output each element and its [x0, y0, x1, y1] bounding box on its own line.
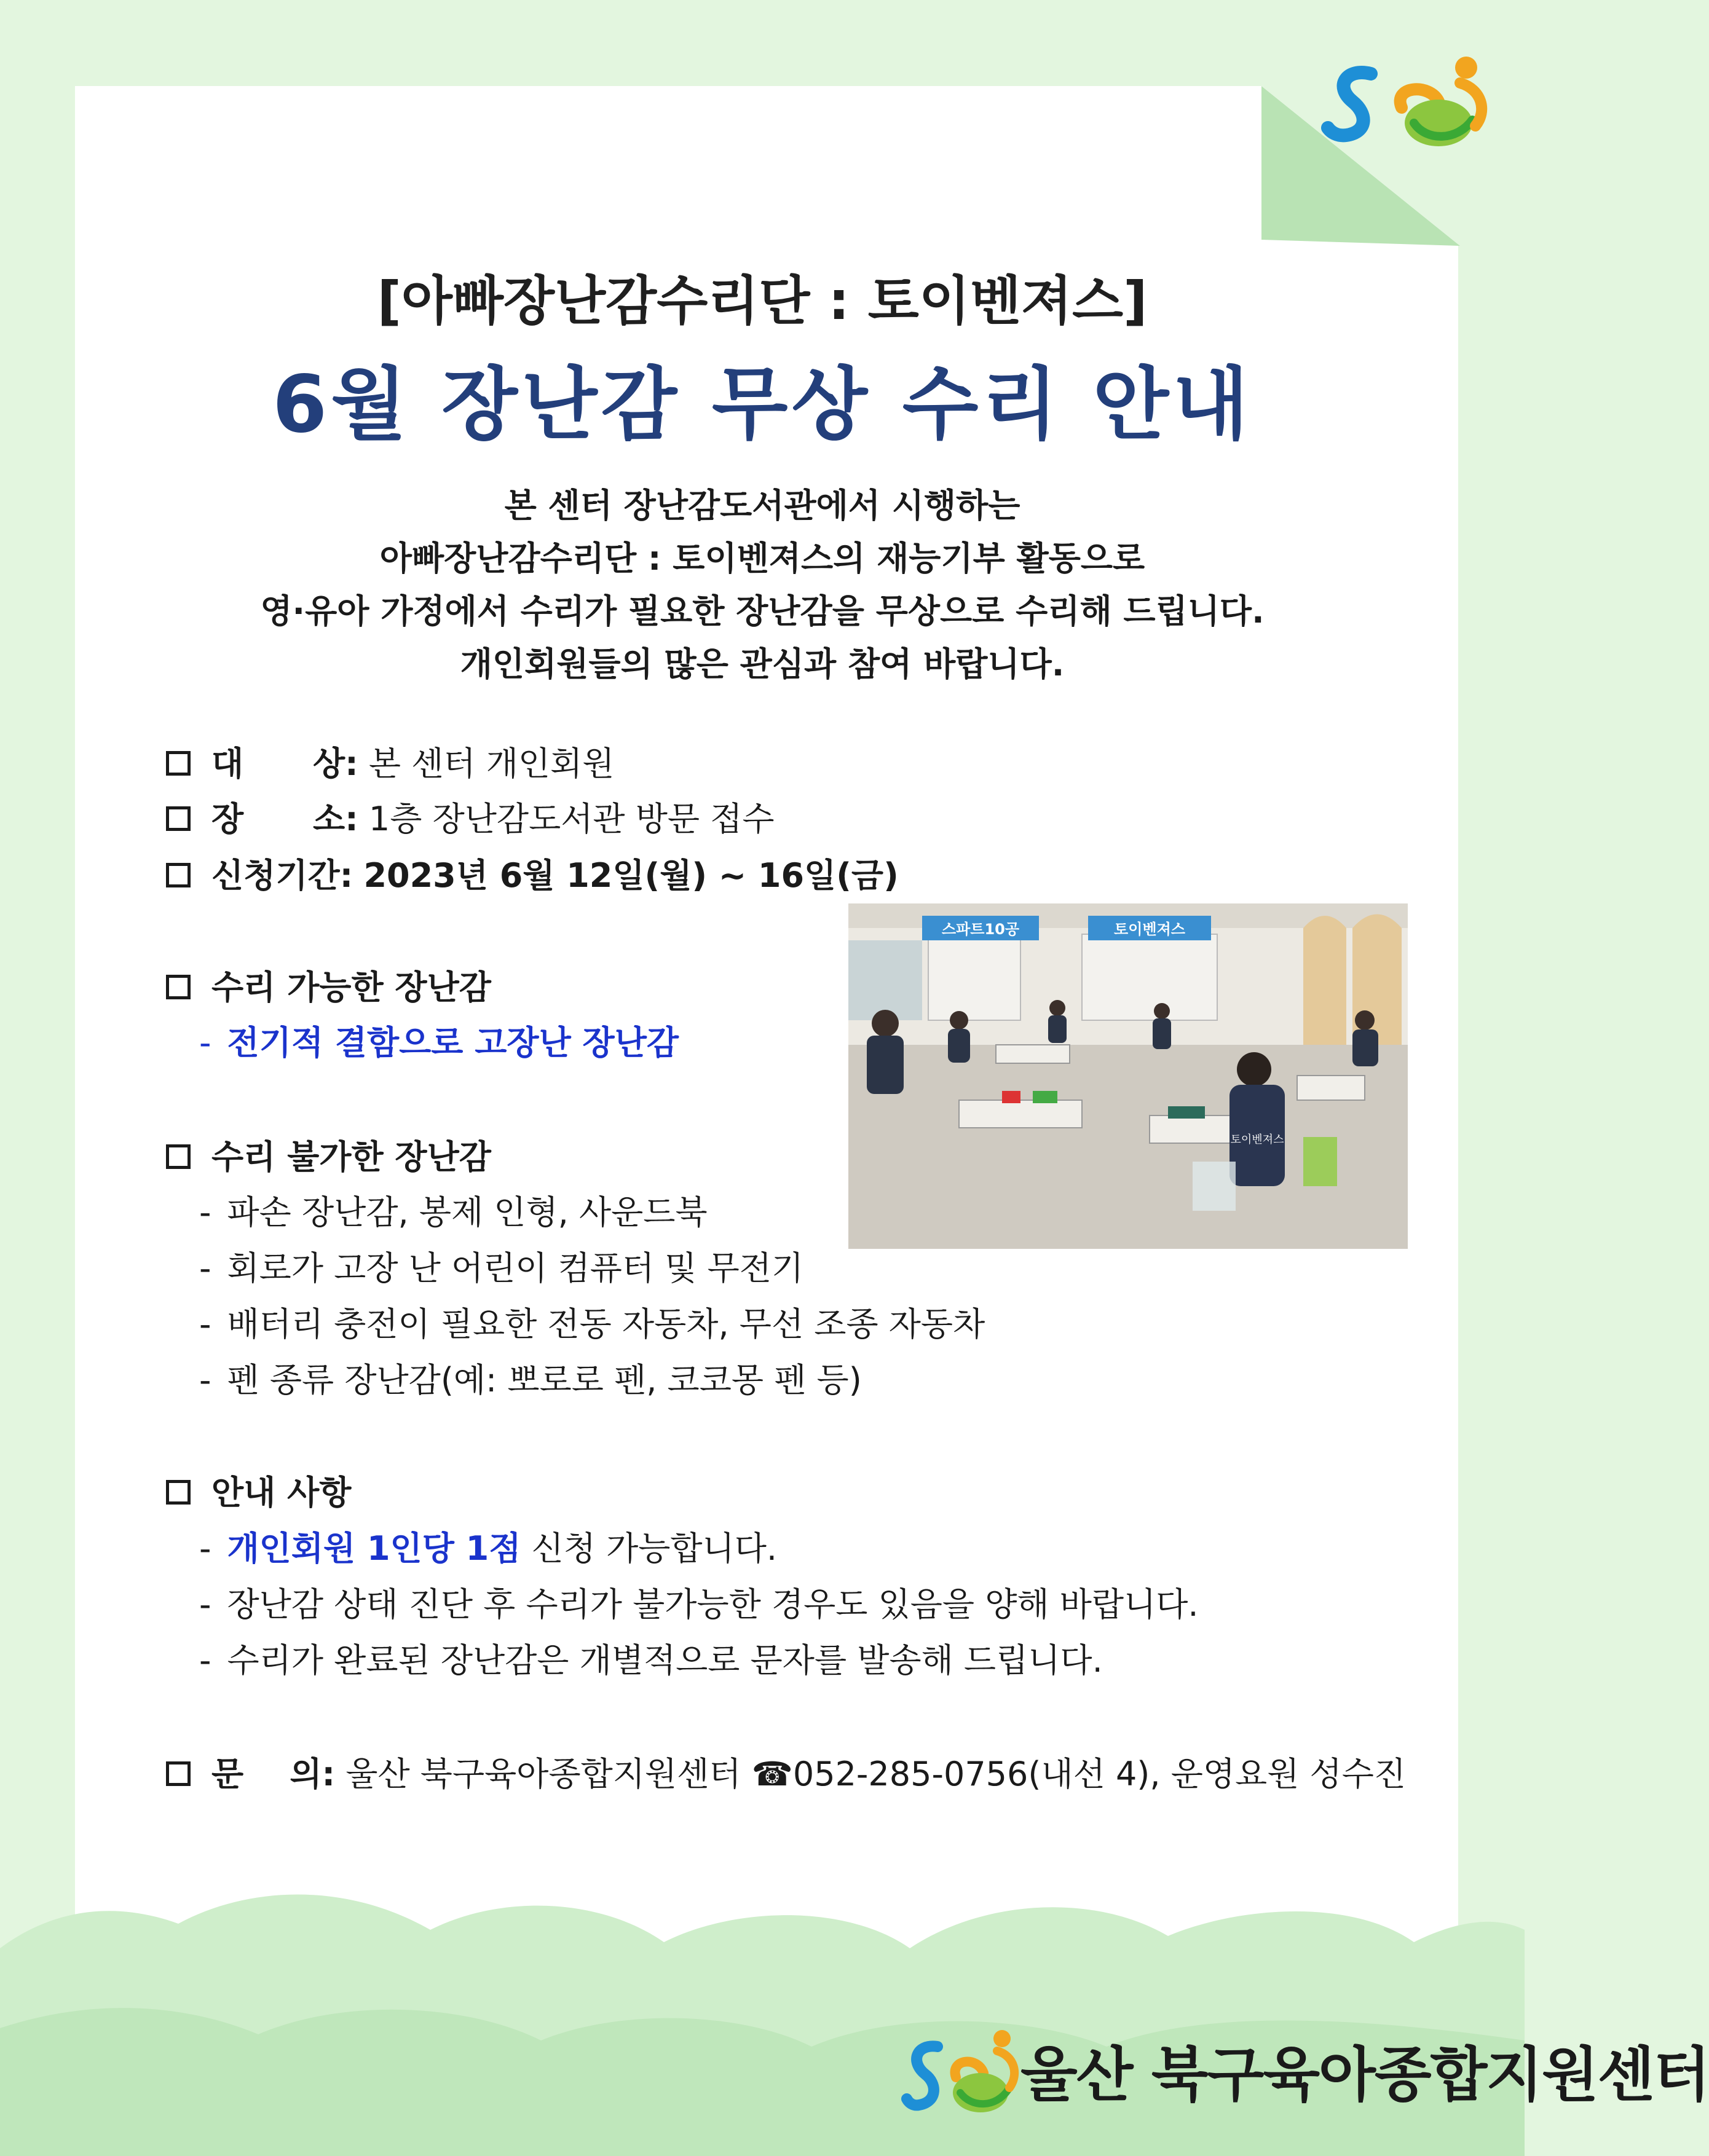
list-item: - 개인회원 1인당 1점 신청 가능합니다.: [199, 1529, 778, 1568]
not-repairable-heading: 수리 불가한 장난감: [211, 1138, 491, 1176]
intro-line: 아빠장난감수리단 : 토이벤져스의 재능기부 활동으로: [379, 539, 1145, 578]
list-item: - 전기적 결함으로 고장난 장난감: [199, 1023, 679, 1062]
contact-row: [166, 1747, 1406, 1802]
checkbox-icon: [166, 751, 191, 776]
photo-banner-right: 토이벤져스: [1114, 921, 1185, 938]
checkbox-icon: [166, 806, 191, 831]
notice-item: 수리가 완료된 장난감은 개별적으로 문자를 발송해 드립니다.: [227, 1641, 1103, 1680]
not-repairable-item: 펜 종류 장난감(예: 뽀로로 펜, 코코몽 펜 등): [227, 1361, 862, 1399]
list-item: - 회로가 고장 난 어린이 컴퓨터 및 무전기: [199, 1249, 804, 1288]
checkbox-icon: [166, 863, 191, 887]
page-title: 6월 장난감 무상 수리 안내: [272, 359, 1252, 450]
intro-paragraph: [0, 479, 1525, 691]
footer-org-name: 울산 북구육아종합지원센터: [1020, 2040, 1709, 2109]
period-row: [166, 848, 899, 903]
contact-value: 울산 북구육아종합지원센터 ☎052-285-0756(내선 4), 운영요원 성수진: [345, 1755, 1407, 1793]
list-item: - 파손 장난감, 봉제 인형, 사운드북: [199, 1193, 708, 1232]
intro-line: 본 센터 장난감도서관에서 시행하는: [504, 486, 1020, 525]
not-repairable-item: 배터리 충전이 필요한 전동 자동차, 무선 조종 자동차: [227, 1305, 985, 1344]
center-logo-icon: [1322, 49, 1506, 160]
intro-line: 영·유아 가정에서 수리가 필요한 장난감을 무상으로 수리해 드립니다.: [260, 592, 1265, 631]
target-label: 대 상:: [211, 744, 358, 783]
notice-heading-row: [166, 1465, 351, 1521]
checkbox-icon: [166, 1761, 191, 1786]
checkbox-icon: [166, 1144, 191, 1169]
hills-decoration: [0, 1875, 1525, 2156]
footer-logo-icon: [904, 2025, 1020, 2123]
event-photo: [848, 903, 1408, 1249]
period-label: 신청기간:: [211, 856, 353, 895]
checkbox-icon: [166, 975, 191, 999]
notice-heading: 안내 사항: [211, 1473, 352, 1512]
notice-item-rest: 신청 가능합니다.: [521, 1529, 778, 1568]
not-repairable-item: 회로가 고장 난 어린이 컴퓨터 및 무전기: [227, 1249, 804, 1288]
intro-line: 개인회원들의 많은 관심과 참여 바랍니다.: [460, 645, 1065, 683]
notice-highlight: 개인회원 1인당 1점: [227, 1529, 521, 1568]
event-subtitle: [아빠장난감수리단 : 토이벤져스]: [377, 270, 1148, 332]
list-item: - 수리가 완료된 장난감은 개별적으로 문자를 발송해 드립니다.: [199, 1641, 1103, 1680]
repairable-heading-row: [166, 960, 491, 1015]
period-value: 2023년 6월 12일(월) ~ 16일(금): [363, 856, 899, 895]
not-repairable-item: 파손 장난감, 봉제 인형, 사운드북: [227, 1193, 708, 1232]
checkbox-icon: [166, 1480, 191, 1505]
target-row: [166, 736, 614, 792]
notice-item: 장난감 상태 진단 후 수리가 불가능한 경우도 있음을 양해 바랍니다.: [227, 1585, 1199, 1624]
repairable-heading: 수리 가능한 장난감: [211, 968, 491, 1007]
photo-banner-left: 스파트10공: [941, 921, 1020, 938]
contact-label: 문 의:: [211, 1755, 336, 1793]
target-value: 본 센터 개인회원: [368, 744, 615, 783]
place-row: [166, 792, 775, 847]
repairable-item: 전기적 결함으로 고장난 장난감: [227, 1023, 679, 1062]
list-item: - 펜 종류 장난감(예: 뽀로로 펜, 코코몽 펜 등): [199, 1361, 862, 1399]
list-item: - 장난감 상태 진단 후 수리가 불가능한 경우도 있음을 양해 바랍니다.: [199, 1585, 1199, 1624]
not-repairable-heading-row: [166, 1130, 491, 1185]
list-item: - 배터리 충전이 필요한 전동 자동차, 무선 조종 자동차: [199, 1305, 985, 1344]
photo-vest-text: 토이벤져스: [1230, 1133, 1284, 1146]
place-label: 장 소:: [211, 800, 358, 838]
place-value: 1층 장난감도서관 방문 접수: [368, 800, 775, 838]
